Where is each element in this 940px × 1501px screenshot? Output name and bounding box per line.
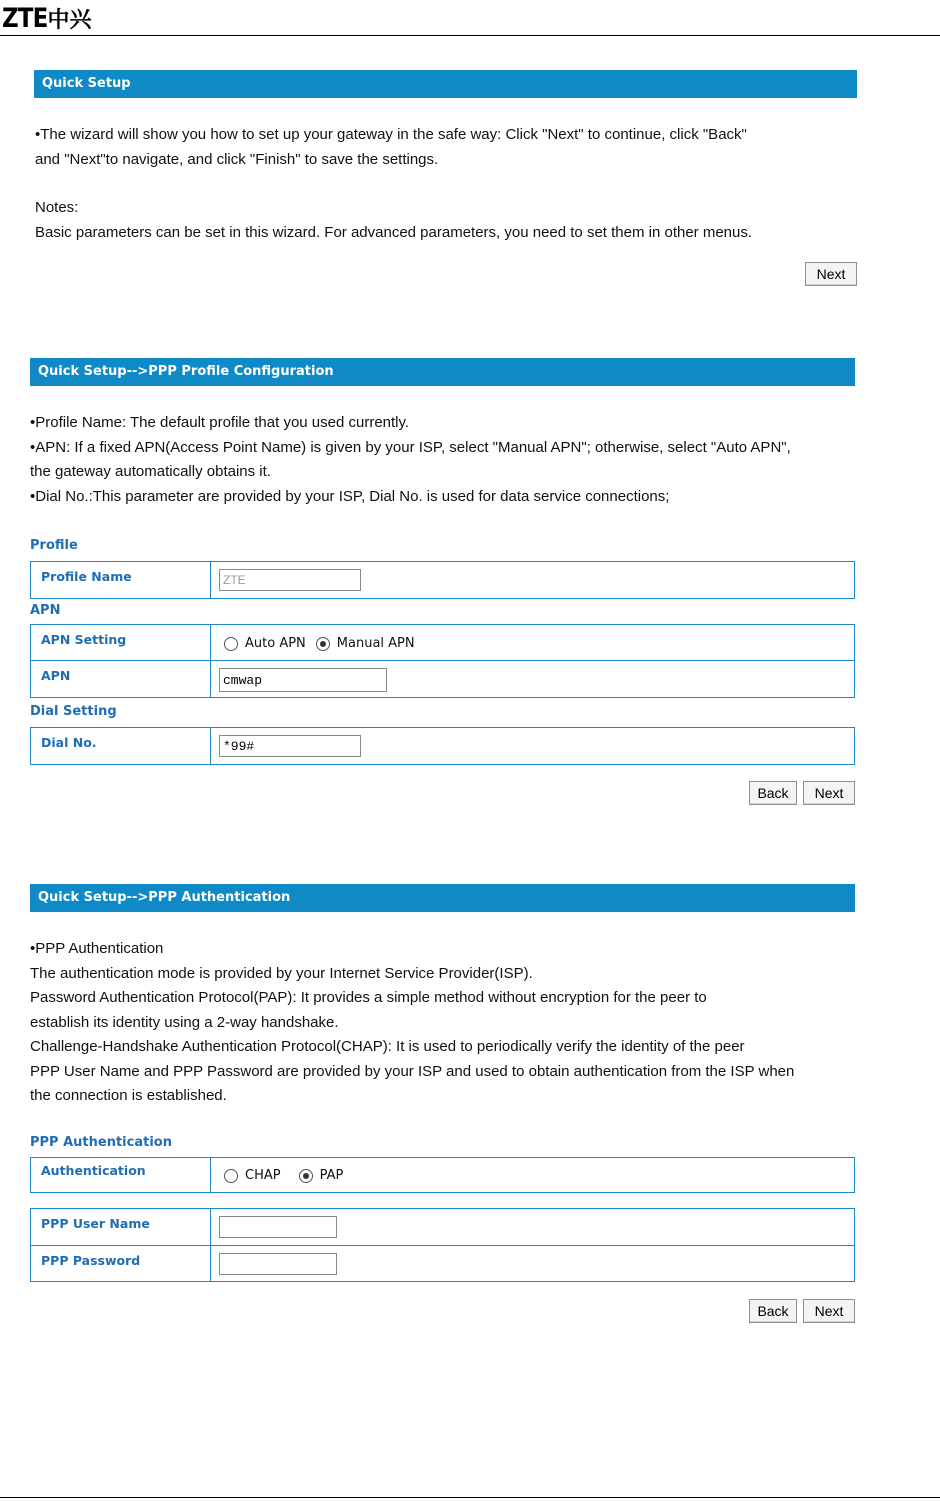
notes-title: Notes:: [35, 199, 79, 216]
help-line: The authentication mode is provided by your Internet Service Provider(ISP).: [30, 964, 533, 982]
auto-apn-radio[interactable]: [224, 637, 238, 651]
chap-radio[interactable]: [224, 1169, 238, 1183]
ppp-auth-title-bar: [30, 884, 855, 912]
section-title: Quick Setup: [42, 76, 131, 91]
profile-heading: Profile: [30, 538, 78, 553]
logo-cn-text: 中兴: [47, 7, 92, 33]
column-divider: [210, 562, 211, 598]
profile-name-input: [219, 569, 361, 591]
ppp-password-input[interactable]: [219, 1253, 337, 1275]
credentials-table: [30, 1208, 855, 1282]
help-line: establish its identity using a 2-way handshake.: [30, 1013, 339, 1031]
apn-setting-row: [31, 625, 854, 660]
profile-name-label: Profile Name: [41, 569, 132, 584]
apn-input[interactable]: [219, 668, 387, 692]
ppp-username-input[interactable]: [219, 1216, 337, 1238]
intro-line: •The wizard will show you how to set up your gateway in the safe way: Click "Next" to continue, click "Back": [35, 126, 747, 143]
manual-apn-label: Manual APN: [336, 636, 415, 651]
help-line: Challenge-Handshake Authentication Protocol(CHAP): It is used to periodically verify the identity of the peer: [30, 1038, 745, 1055]
intro-line: and "Next"to navigate, and click "Finish" to save the settings.: [35, 150, 439, 168]
help-line: Password Authentication Protocol(PAP): It provides a simple method without encryption for the peer to: [30, 989, 707, 1006]
back-button[interactable]: Back: [749, 1299, 797, 1323]
zte-logo: [2, 2, 91, 34]
pap-radio[interactable]: [299, 1169, 313, 1183]
help-line: •Dial No.:This parameter are provided by your ISP, Dial No. is used for data service connections;: [30, 487, 670, 505]
next-button[interactable]: Next: [805, 262, 857, 286]
auto-apn-label: Auto APN: [245, 636, 306, 651]
dial-setting-heading: Dial Setting: [30, 704, 117, 719]
section-title: Quick Setup-->PPP Profile Configuration: [38, 364, 334, 379]
pap-label: PAP: [319, 1168, 344, 1183]
next-button[interactable]: Next: [803, 1299, 855, 1323]
help-line: the gateway automatically obtains it.: [30, 463, 271, 480]
apn-heading: APN: [30, 603, 61, 618]
help-line: the connection is established.: [30, 1087, 227, 1104]
notes-text: Basic parameters can be set in this wizard. For advanced parameters, you need to set them in other menus.: [35, 223, 753, 241]
help-line: •APN: If a fixed APN(Access Point Name) is given by your ISP, select "Manual APN"; otherwise, select "Auto APN",: [30, 438, 791, 456]
ppp-username-row: [31, 1209, 854, 1245]
apn-setting-radio-group: [224, 636, 415, 651]
auth-table: [30, 1157, 855, 1193]
ppp-profile-help: [30, 411, 870, 509]
manual-apn-radio[interactable]: [316, 637, 330, 651]
column-divider: [210, 728, 211, 764]
chap-label: CHAP: [245, 1168, 281, 1183]
dial-no-input[interactable]: [219, 735, 361, 757]
profile-table: [30, 561, 855, 599]
apn-setting-label: APN Setting: [41, 632, 127, 647]
dial-no-label: Dial No.: [41, 735, 97, 750]
ppp-username-label: PPP User Name: [41, 1216, 150, 1231]
logo-text: ZTE: [2, 2, 48, 34]
section-title: Quick Setup-->PPP Authentication: [38, 890, 291, 905]
apn-table: [30, 624, 855, 698]
header-divider: [0, 35, 940, 36]
dial-table: [30, 727, 855, 765]
apn-label: APN: [41, 668, 71, 683]
ppp-password-label: PPP Password: [41, 1253, 141, 1268]
ppp-auth-heading: PPP Authentication: [30, 1135, 172, 1150]
help-line: •PPP Authentication: [30, 940, 164, 957]
footer-divider: [0, 1497, 940, 1498]
next-button[interactable]: Next: [803, 781, 855, 805]
quick-setup-intro: [35, 123, 865, 172]
ppp-profile-title-bar: [30, 358, 855, 386]
authentication-label: Authentication: [41, 1163, 146, 1178]
help-line: •Profile Name: The default profile that you used currently.: [30, 414, 410, 431]
apn-row: [31, 660, 854, 698]
ppp-password-row: [31, 1245, 854, 1282]
back-button[interactable]: Back: [749, 781, 797, 805]
ppp-auth-help: [30, 937, 870, 1109]
help-line: PPP User Name and PPP Password are provided by your ISP and used to obtain authentication from the ISP when: [30, 1062, 795, 1080]
authentication-radio-group: [224, 1168, 343, 1183]
quick-setup-title-bar: [34, 70, 857, 98]
column-divider: [210, 1158, 211, 1192]
quick-setup-notes: [35, 196, 865, 245]
